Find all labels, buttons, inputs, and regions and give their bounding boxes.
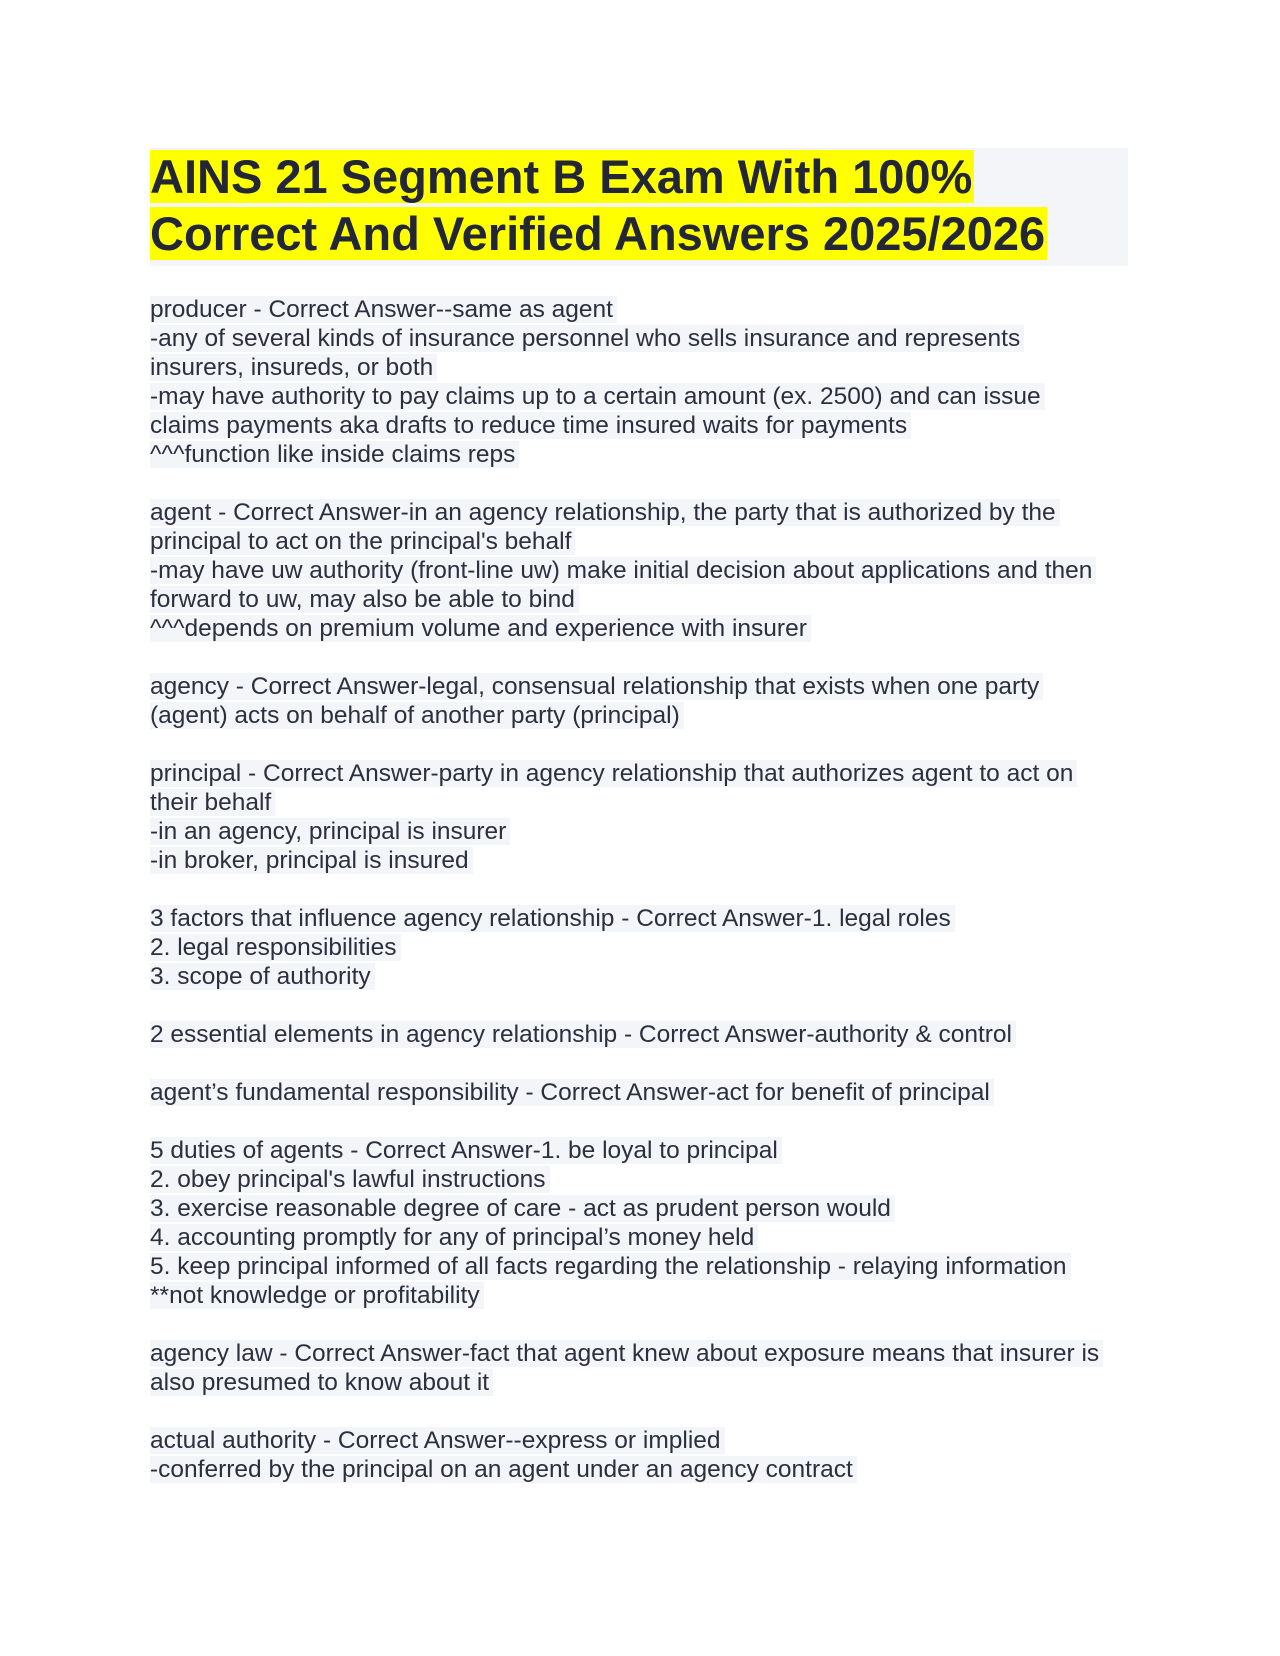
qa-entry — [150, 904, 1150, 991]
qa-entry — [150, 759, 1150, 875]
document-title — [150, 148, 1128, 262]
entry-line — [150, 1455, 1150, 1484]
document-body — [150, 295, 1150, 1513]
entry-line-text: -may have uw authority (front-line uw) make initial decision about applications and then — [150, 557, 1096, 584]
entry-line-text: 3. exercise reasonable degree of care - act as prudent person would — [150, 1195, 895, 1222]
entry-line-text: 4. accounting promptly for any of principal’s money held — [150, 1224, 758, 1251]
entry-line-text: agency law - Correct Answer-fact that agent knew about exposure means that insurer is — [150, 1340, 1103, 1367]
title-line-2: Correct And Verified Answers 2025/2026 — [150, 207, 1046, 260]
entry-line — [150, 1020, 1150, 1049]
entry-line — [150, 1426, 1150, 1455]
entry-line-text: insurers, insureds, or both — [150, 354, 437, 381]
entry-line-text: agency - Correct Answer-legal, consensual relationship that exists when one party — [150, 673, 1043, 700]
entry-line-text: -may have authority to pay claims up to a certain amount (ex. 2500) and can issue — [150, 383, 1045, 410]
entry-line — [150, 1136, 1150, 1165]
qa-entry — [150, 672, 1150, 730]
entry-line-text: actual authority - Correct Answer--express or implied — [150, 1427, 725, 1454]
entry-line — [150, 1078, 1150, 1107]
entry-line-text: 2. legal responsibilities — [150, 934, 401, 961]
entry-line — [150, 1252, 1150, 1281]
qa-entry — [150, 1078, 1150, 1107]
qa-entry — [150, 498, 1150, 643]
entry-line — [150, 1223, 1150, 1252]
qa-entry — [150, 295, 1150, 469]
qa-entry — [150, 1020, 1150, 1049]
entry-line-text: (agent) acts on behalf of another party (principal) — [150, 702, 684, 729]
entry-line — [150, 672, 1150, 701]
entry-line — [150, 382, 1150, 411]
entry-line-text: also presumed to know about it — [150, 1369, 493, 1396]
entry-line — [150, 411, 1150, 440]
entry-line-text: 5. keep principal informed of all facts regarding the relationship - relaying information — [150, 1253, 1071, 1280]
entry-line-text: **not knowledge or profitability — [150, 1282, 484, 1309]
entry-line — [150, 1165, 1150, 1194]
qa-entry — [150, 1426, 1150, 1484]
entry-line — [150, 846, 1150, 875]
entry-line — [150, 324, 1150, 353]
entry-line — [150, 295, 1150, 324]
entry-line — [150, 1281, 1150, 1310]
entry-line — [150, 614, 1150, 643]
entry-line — [150, 962, 1150, 991]
entry-line-text: -in broker, principal is insured — [150, 847, 473, 874]
entry-line — [150, 498, 1150, 527]
entry-line-text: claims payments aka drafts to reduce time insured waits for payments — [150, 412, 911, 439]
entry-line — [150, 1339, 1150, 1368]
entry-line-text: agent - Correct Answer-in an agency relationship, the party that is authorized by the — [150, 499, 1060, 526]
entry-line-text: -in an agency, principal is insurer — [150, 818, 510, 845]
entry-line-text: agent’s fundamental responsibility - Correct Answer-act for benefit of principal — [150, 1079, 994, 1106]
entry-line-text: -any of several kinds of insurance personnel who sells insurance and represents — [150, 325, 1024, 352]
entry-line — [150, 556, 1150, 585]
qa-entry — [150, 1136, 1150, 1310]
entry-line-text: 2. obey principal's lawful instructions — [150, 1166, 550, 1193]
entry-line-text: -conferred by the principal on an agent under an agency contract — [150, 1456, 857, 1483]
entry-line-text: 2 essential elements in agency relationship - Correct Answer-authority & control — [150, 1021, 1016, 1048]
entry-line-text: 3. scope of authority — [150, 963, 375, 990]
entry-line — [150, 585, 1150, 614]
entry-line-text: ^^^function like inside claims reps — [150, 441, 519, 468]
entry-line-text: ^^^depends on premium volume and experience with insurer — [150, 615, 811, 642]
entry-line — [150, 701, 1150, 730]
entry-line — [150, 933, 1150, 962]
entry-line — [150, 788, 1150, 817]
entry-line — [150, 353, 1150, 382]
qa-entry — [150, 1339, 1150, 1397]
entry-line-text: 3 factors that influence agency relationship - Correct Answer-1. legal roles — [150, 905, 955, 932]
entry-line — [150, 1368, 1150, 1397]
entry-line — [150, 527, 1150, 556]
entry-line-text: principal to act on the principal's behalf — [150, 528, 575, 555]
entry-line-text: 5 duties of agents - Correct Answer-1. be loyal to principal — [150, 1137, 782, 1164]
entry-line-text: forward to uw, may also be able to bind — [150, 586, 579, 613]
entry-line — [150, 904, 1150, 933]
entry-line-text: their behalf — [150, 789, 275, 816]
title-line-1: AINS 21 Segment B Exam With 100% — [150, 150, 973, 203]
title-block — [150, 148, 1128, 266]
entry-line — [150, 1194, 1150, 1223]
entry-line — [150, 817, 1150, 846]
entry-line-text: principal - Correct Answer-party in agency relationship that authorizes agent to act on — [150, 760, 1077, 787]
entry-line — [150, 440, 1150, 469]
entry-line-text: producer - Correct Answer--same as agent — [150, 296, 617, 323]
entry-line — [150, 759, 1150, 788]
